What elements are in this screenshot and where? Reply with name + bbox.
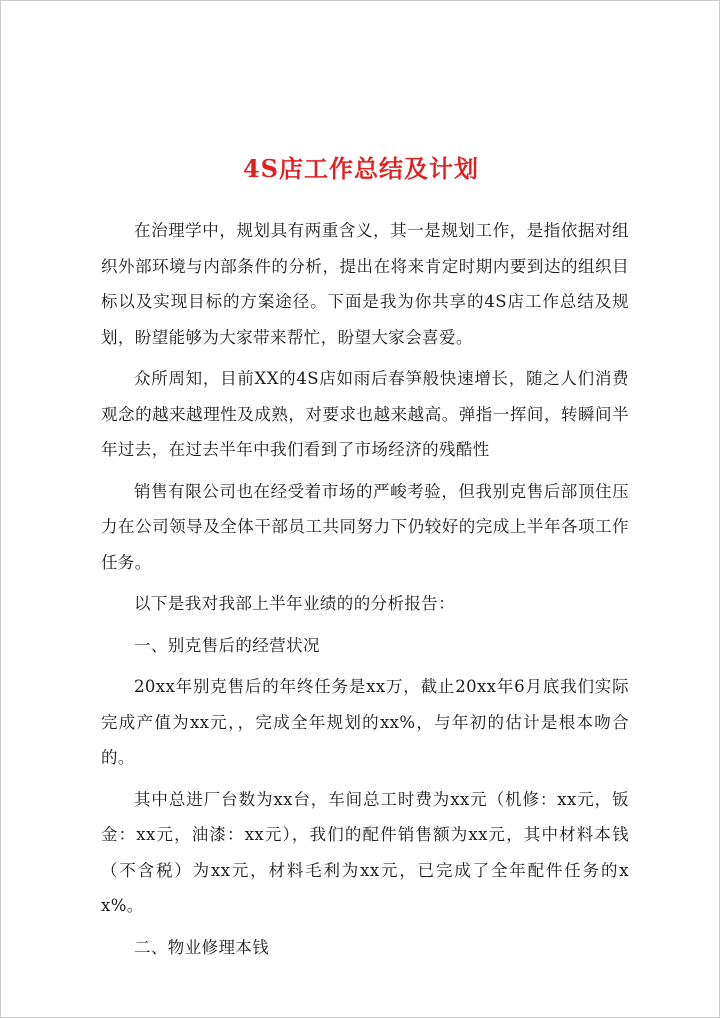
section-heading-1: 一、别克售后的经营状况 [134,635,320,655]
document-title: 4S店工作总结及计划 [242,154,480,183]
paragraph-details: 其中总进厂台数为xx台，车间总工时费为xx元（机修：xx元，钣金：xx元，油漆：xx元），我们的配件销售额为xx元，其中材料本钱（不含税）为xx元，材料毛利为xx元，已完成了全年配件任务的xx%。 [101,789,629,915]
document-body [101,213,629,971]
paragraph-company: 销售有限公司也在经受着市场的严峻考验，但我别克售后部顶住压力在公司领导及全体干部员工共同努力下仍较好的完成上半年各项工作任务。 [101,481,629,572]
paragraph-task: 20xx年别克售后的年终任务是xx万，截止20xx年6月底我们实际完成产值为xx元，，完成全年规划的xx%，与年初的估计是根本吻合的。 [101,677,629,767]
paragraph-report-intro: 以下是我对我部上半年业绩的的分析报告： [134,594,456,613]
paragraph-intro: 在治理学中，规划具有两重含义，其一是规划工作，是指依据对组织外部环境与内部条件的分析，提出在将来肯定时期内要到达的组织目标以及实现目标的方案途径。下面是我为你共享的4S店工作总结及规划，盼望能够为大家带来帮忙，盼望大家会喜爱。 [101,221,629,347]
paragraph-market: 众所周知，目前XX的4S店如雨后春笋般快速增长，随之人们消费观念的越来越理性及成熟，对要求也越来越高。弹指一挥间，转瞬间半年过去，在过去半年中我们看到了市场经济的残酷性 [101,369,629,459]
section-heading-2: 二、物业修理本钱 [134,937,270,957]
